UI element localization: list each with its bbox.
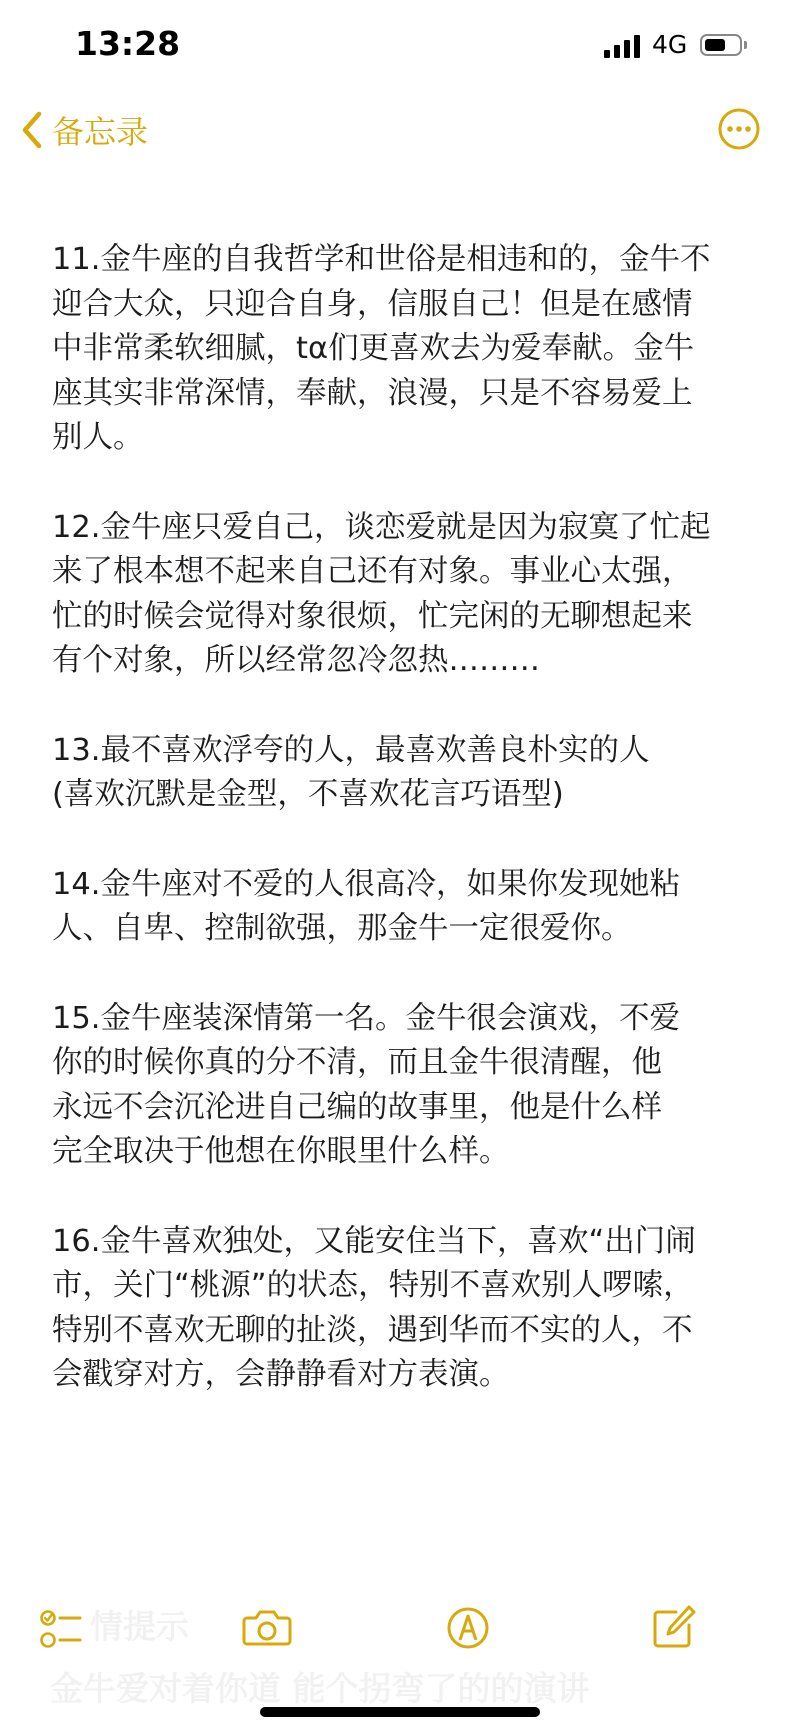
note-body[interactable] bbox=[52, 238, 752, 1443]
camera-button[interactable] bbox=[239, 1600, 295, 1656]
battery-cap bbox=[744, 41, 747, 49]
ellipsis-circle-icon bbox=[717, 107, 761, 151]
network-type: 4G bbox=[652, 30, 688, 59]
nav-bar bbox=[0, 95, 800, 165]
camera-icon bbox=[239, 1600, 295, 1656]
note-paragraph: 12.金牛座只爱自己，谈恋爱就是因为寂寞了忙起 来了根本想不起来自己还有对象。事业心太强， 忙的时候会觉得对象很烦，忙完闲的无聊想起来 有个对象，所以经常忽冷忽热……… bbox=[52, 509, 711, 678]
more-button[interactable] bbox=[717, 107, 761, 151]
note-paragraph: 16.金牛喜欢独处，又能安住当下，喜欢“出门闹 市，关门“桃源”的状态，特别不喜欢别人啰嗦， 特别不喜欢无聊的扯淡，遇到华而不实的人，不 会戳穿对方，会静静看对方表演。 bbox=[52, 1223, 696, 1392]
battery-icon bbox=[700, 34, 742, 56]
checklist-button[interactable] bbox=[36, 1600, 92, 1656]
checklist-icon bbox=[36, 1600, 92, 1656]
status-bar bbox=[0, 0, 800, 90]
bottom-toolbar bbox=[0, 1600, 800, 1660]
compose-button[interactable] bbox=[646, 1600, 702, 1656]
compose-icon bbox=[646, 1600, 702, 1656]
ghost-line: 情提示 bbox=[90, 1607, 189, 1646]
note-paragraph: 15.金牛座装深情第一名。金牛很会演戏，不爱 你的时候你真的分不清，而且金牛很清醒，他 永远不会沉沦进自己编的故事里，他是什么样 完全取决于他想在你眼里什么样。 bbox=[52, 1000, 681, 1169]
note-paragraph: 14.金牛座对不爱的人很高冷，如果你发现她粘 人、自卑、控制欲强，那金牛一定很爱你。 bbox=[52, 866, 681, 946]
status-time: 13:28 bbox=[75, 24, 181, 63]
note-paragraph: 11.金牛座的自我哲学和世俗是相违和的，金牛不 迎合大众，只迎合自身，信服自己！但是在感情 中非常柔软细腻，tα们更喜欢去为爱奉献。金牛 座其实非常深情，奉献，浪漫，只是不容易爱上 别人。 bbox=[52, 242, 711, 455]
back-label: 备忘录 bbox=[52, 113, 149, 151]
note-paragraph: 13.最不喜欢浮夸的人，最喜欢善良朴实的人 (喜欢沉默是金型，不喜欢花言巧语型) bbox=[52, 732, 650, 812]
signal-icon bbox=[604, 34, 644, 58]
markup-button[interactable] bbox=[440, 1600, 496, 1656]
markup-pen-icon bbox=[440, 1600, 496, 1656]
home-indicator bbox=[260, 1707, 540, 1717]
back-button[interactable] bbox=[20, 105, 148, 155]
ghost-line: 金牛爱对着你道 能个拐弯了的的演讲 bbox=[50, 1669, 590, 1708]
chevron-left-icon bbox=[20, 110, 44, 150]
